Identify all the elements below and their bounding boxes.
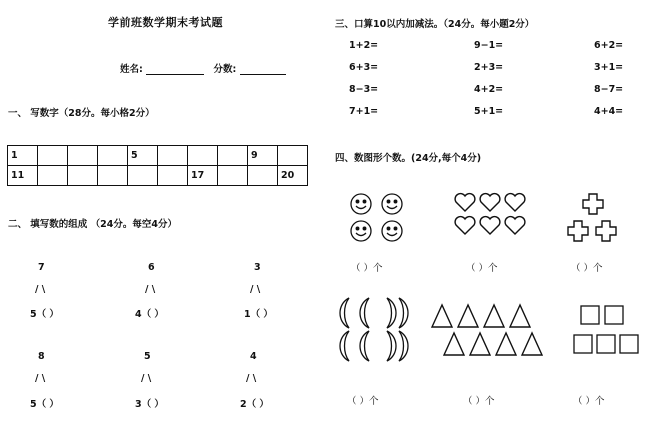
decomp-top: 6 — [148, 262, 155, 273]
score-label: 分数: — [213, 64, 237, 75]
cross-group — [568, 192, 624, 244]
heart-group — [453, 192, 527, 236]
math-problem[interactable]: 5+1= — [474, 106, 504, 117]
math-problem[interactable]: 9−1= — [474, 40, 504, 51]
heart-icon — [480, 217, 500, 234]
grid-cell[interactable]: 9 — [248, 146, 278, 166]
grid-cell[interactable] — [98, 146, 128, 166]
decomp-top: 3 — [254, 262, 261, 273]
triangle-icon — [510, 305, 530, 327]
square-icon — [574, 335, 592, 353]
triangle-icon — [484, 305, 504, 327]
decomp-bottom[interactable]: 5（ ） — [30, 399, 59, 410]
math-problem[interactable]: 3+1= — [594, 62, 624, 73]
square-group — [573, 304, 647, 356]
section3-heading: 三、口算10以内加减法。（24分。每小题2分） — [335, 19, 535, 30]
grid-cell[interactable] — [158, 166, 188, 186]
name-field[interactable] — [120, 61, 286, 75]
decomp-bottom[interactable]: 5（ ） — [30, 309, 59, 320]
answer-blank[interactable]: （ ）个 — [466, 263, 498, 274]
grid-cell[interactable]: 5 — [128, 146, 158, 166]
triangle-icon — [432, 305, 452, 327]
math-problem[interactable]: 8−7= — [594, 84, 624, 95]
decomp-branch: / \ — [141, 373, 152, 384]
triangle-icon — [458, 305, 478, 327]
grid-cell[interactable] — [158, 146, 188, 166]
cross-icon — [568, 221, 588, 241]
decomp-bottom[interactable]: 3（ ） — [135, 399, 164, 410]
math-problem[interactable]: 4+4= — [594, 106, 624, 117]
section1-heading: 一、 写数字（28分。每小格2分） — [8, 108, 155, 119]
heart-icon — [505, 217, 525, 234]
crescent-moon-icon — [340, 298, 349, 328]
decomp-bottom[interactable]: 2（ ） — [240, 399, 269, 410]
grid-cell[interactable] — [278, 146, 308, 166]
grid-cell[interactable] — [38, 146, 68, 166]
grid-cell[interactable] — [68, 166, 98, 186]
crescent-moon-icon — [340, 331, 349, 361]
smiley-face-icon — [382, 194, 402, 214]
answer-blank[interactable]: （ ）个 — [571, 263, 603, 274]
grid-cell[interactable] — [248, 166, 278, 186]
grid-cell[interactable] — [218, 146, 248, 166]
smiley-face-icon — [382, 221, 402, 241]
grid-cell[interactable]: 20 — [278, 166, 308, 186]
triangle-icon — [444, 333, 464, 355]
triangle-icon — [496, 333, 516, 355]
grid-row-2 — [8, 166, 308, 186]
triangle-icon — [522, 333, 542, 355]
smiley-face-icon — [351, 221, 371, 241]
answer-blank[interactable]: （ ）个 — [351, 263, 383, 274]
square-icon — [597, 335, 615, 353]
heart-icon — [455, 194, 475, 211]
cross-icon — [583, 194, 603, 214]
section4-heading: 四、数图形个数。(24分,每个4分) — [335, 153, 482, 164]
crescent-moon-icon — [387, 298, 396, 328]
heart-icon — [505, 194, 525, 211]
score-blank[interactable] — [240, 64, 286, 75]
decomp-top: 5 — [144, 351, 151, 362]
grid-cell[interactable] — [38, 166, 68, 186]
smiley-face-icon — [351, 194, 371, 214]
triangle-icon — [470, 333, 490, 355]
math-problem[interactable]: 8−3= — [349, 84, 379, 95]
grid-cell[interactable] — [188, 146, 218, 166]
decomp-branch: / \ — [35, 284, 46, 295]
decomp-top: 7 — [38, 262, 45, 273]
grid-cell[interactable] — [218, 166, 248, 186]
heart-icon — [480, 194, 500, 211]
answer-blank[interactable]: （ ）个 — [573, 396, 605, 407]
section2-heading: 二、 填写数的组成 （24分。每空4分） — [8, 219, 177, 230]
answer-blank[interactable]: （ ）个 — [347, 396, 379, 407]
decomp-top: 4 — [250, 351, 257, 362]
grid-row-1 — [8, 146, 308, 166]
crescent-moon-icon — [399, 298, 408, 328]
square-icon — [605, 306, 623, 324]
number-grid — [7, 145, 308, 186]
grid-cell[interactable]: 1 — [8, 146, 38, 166]
crescent-moon-icon — [387, 331, 396, 361]
heart-icon — [455, 217, 475, 234]
decomp-bottom[interactable]: 4（ ） — [135, 309, 164, 320]
page-title: 学前班数学期末考试题 — [108, 16, 223, 29]
math-problem[interactable]: 4+2= — [474, 84, 504, 95]
cross-icon — [596, 221, 616, 241]
decomp-branch: / \ — [145, 284, 156, 295]
smiley-group — [350, 193, 410, 245]
grid-cell[interactable]: 11 — [8, 166, 38, 186]
decomp-bottom[interactable]: 1（ ） — [244, 309, 273, 320]
grid-cell[interactable]: 17 — [188, 166, 218, 186]
grid-cell[interactable] — [98, 166, 128, 186]
math-problem[interactable]: 1+2= — [349, 40, 379, 51]
crescent-moon-icon — [360, 331, 369, 361]
square-icon — [620, 335, 638, 353]
decomp-branch: / \ — [35, 373, 46, 384]
math-problem[interactable]: 6+3= — [349, 62, 379, 73]
grid-cell[interactable] — [68, 146, 98, 166]
math-problem[interactable]: 6+2= — [594, 40, 624, 51]
answer-blank[interactable]: （ ）个 — [463, 396, 495, 407]
grid-cell[interactable] — [128, 166, 158, 186]
crescent-moon-icon — [360, 298, 369, 328]
decomp-top: 8 — [38, 351, 45, 362]
name-blank[interactable] — [146, 64, 204, 75]
math-problem[interactable]: 2+3= — [474, 62, 504, 73]
triangle-group — [430, 303, 548, 357]
moon-group — [335, 296, 413, 364]
name-label: 姓名: — [120, 64, 143, 75]
decomp-branch: / \ — [250, 284, 261, 295]
math-problem[interactable]: 7+1= — [349, 106, 379, 117]
crescent-moon-icon — [399, 331, 408, 361]
decomp-branch: / \ — [246, 373, 257, 384]
square-icon — [581, 306, 599, 324]
